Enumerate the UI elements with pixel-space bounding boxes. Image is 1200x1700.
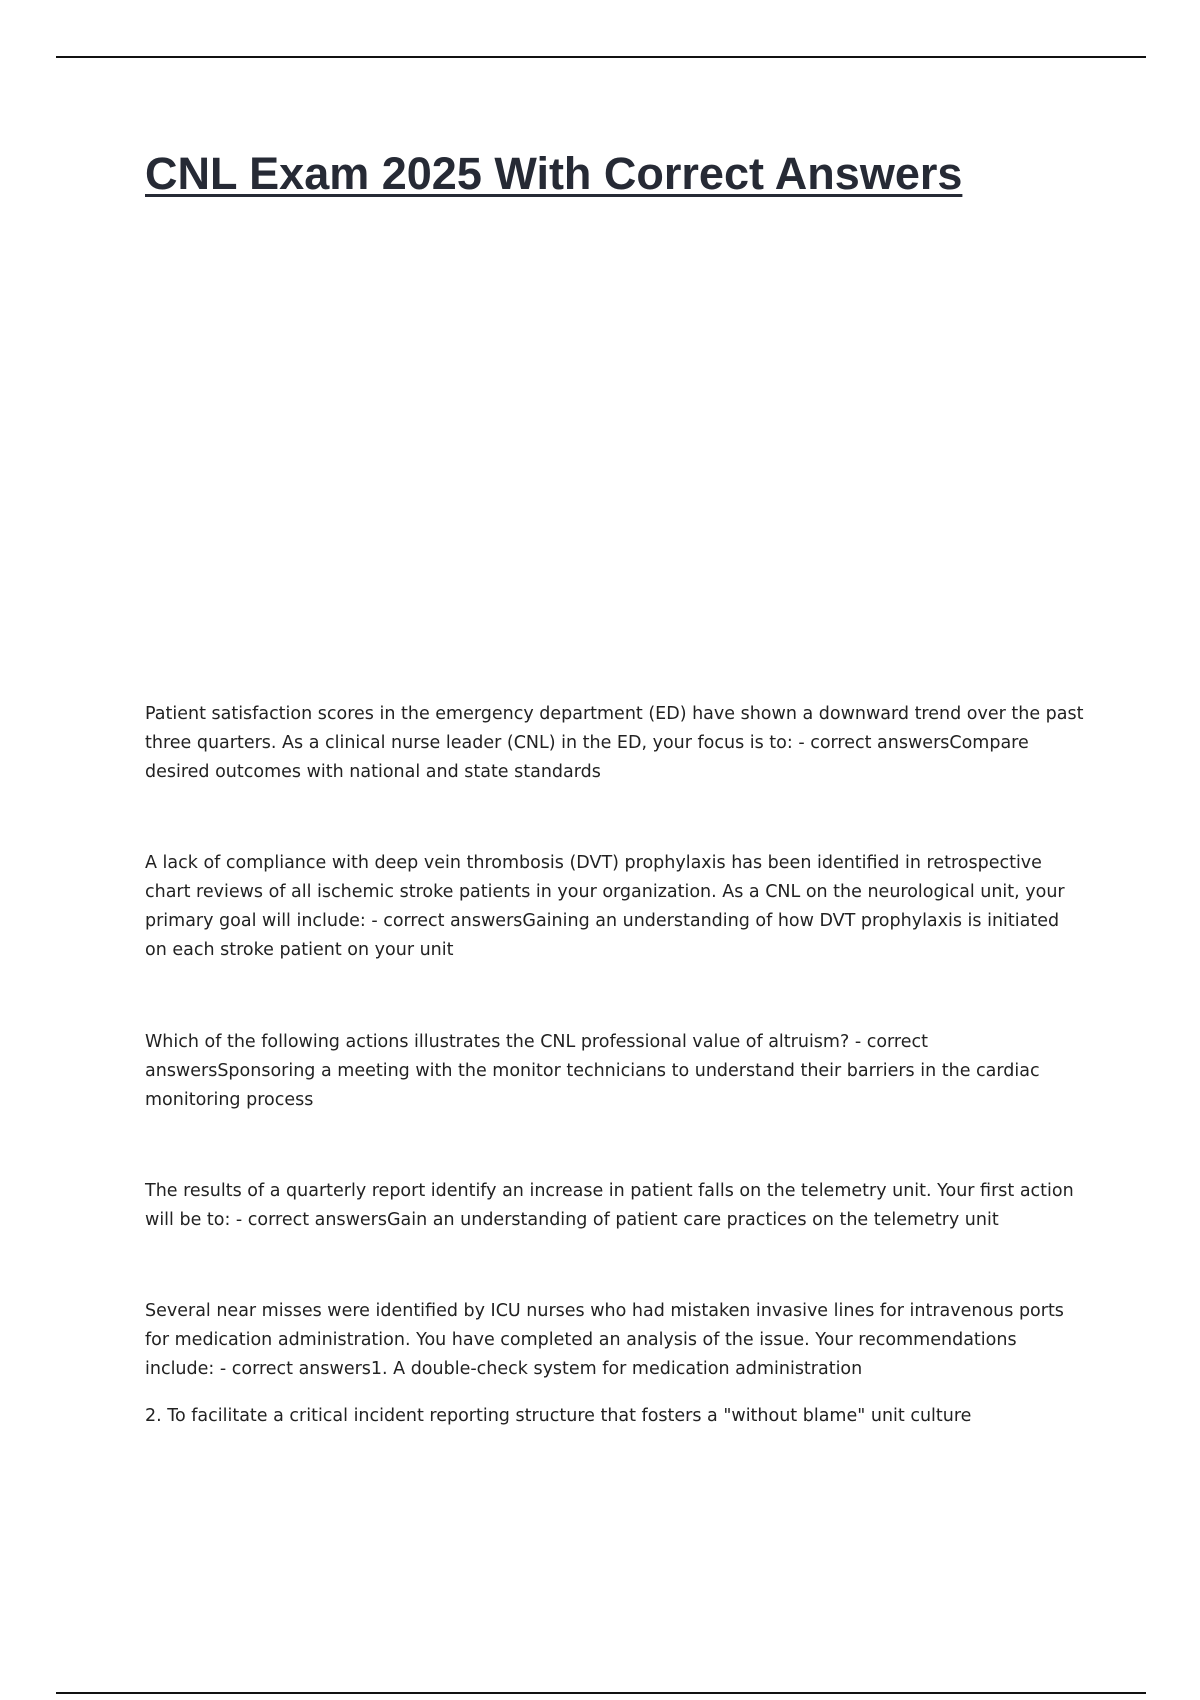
top-divider: [56, 56, 1146, 58]
question-answer-4: The results of a quarterly report identify an increase in patient falls on the telemetry unit. Your first action will be to: - correct answersGain an understanding of patient care practices on the telemetry unit: [145, 1181, 1074, 1230]
question-answer-5: Several near misses were identified by ICU nurses who had mistaken invasive lines for intravenous ports for medication administration. You have completed an analysis of the issue. Your recommendations include: - correct answers1. A double-check system for medication administration: [145, 1301, 1064, 1379]
answer-continuation: 2. To facilitate a critical incident reporting structure that fosters a "without blame" unit culture: [145, 1406, 972, 1426]
question-answer-3: Which of the following actions illustrates the CNL professional value of altruism? - correct answersSponsoring a meeting with the monitor technicians to understand their barriers in the cardiac monitoring process: [145, 1032, 1040, 1110]
page-title: CNL Exam 2025 With Correct Answers: [145, 148, 963, 199]
question-answer-1: Patient satisfaction scores in the emergency department (ED) have shown a downward trend over the past three quarters. As a clinical nurse leader (CNL) in the ED, your focus is to: - correct answersCompare desired outcomes with national and state standards: [145, 704, 1084, 782]
question-answer-2: A lack of compliance with deep vein thrombosis (DVT) prophylaxis has been identified in retrospective chart reviews of all ischemic stroke patients in your organization. As a CNL on the neurological unit, your primary goal will include: - correct answersGaining an understanding of how DVT prophylaxis is initiated on each stroke patient on your unit: [145, 853, 1065, 960]
bottom-divider: [56, 1692, 1146, 1694]
